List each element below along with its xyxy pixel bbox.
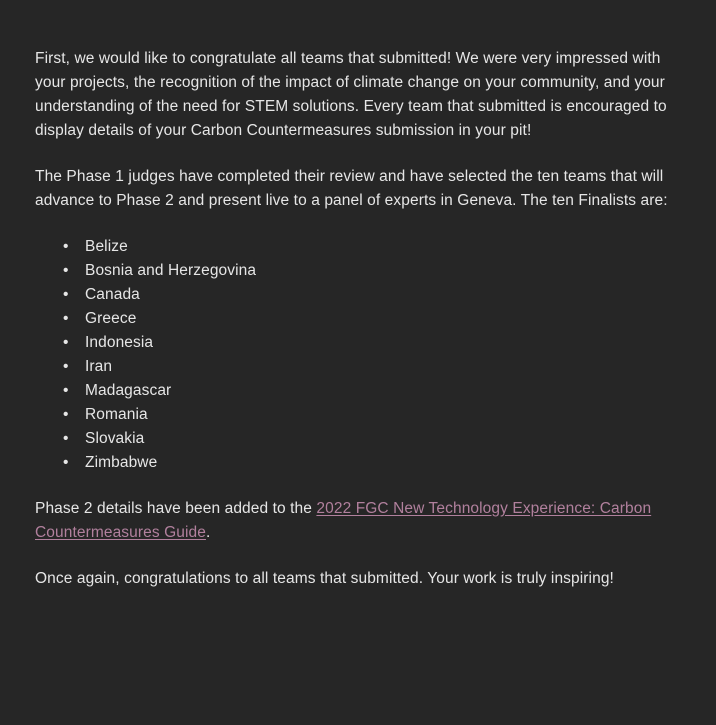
finalist-item: • Romania [85, 403, 680, 427]
phase2-details-suffix: . [205, 524, 211, 541]
paragraph-congratulations: First, we would like to congratulate all teams that submitted! We were very impressed with your projects, the recognition of the impact of climate change on your community, and your understanding of the need for STEM solutions. Every team that submitted is encouraged to display details of your Carbon Countermeasures submission in your pit! [35, 50, 667, 139]
finalist-item: • Belize [85, 235, 680, 259]
finalist-item: • Canada [85, 283, 680, 307]
finalist-item: • Bosnia and Herzegovina [85, 259, 680, 283]
paragraph-phase2-details [35, 497, 680, 545]
finalist-item: • Indonesia [85, 331, 680, 355]
paragraph-phase1-results: The Phase 1 judges have completed their review and have selected the ten teams that will advance to Phase 2 and present live to a panel of experts in Geneva. The ten Finalists are: [35, 168, 668, 209]
finalist-item: • Zimbabwe [85, 451, 680, 475]
finalist-item: • Iran [85, 355, 680, 379]
paragraph-closing: Once again, congratulations to all teams that submitted. Your work is truly inspiring! [35, 570, 614, 587]
phase2-details-prefix: Phase 2 details have been added to the [35, 500, 317, 517]
finalist-item: • Madagascar [85, 379, 680, 403]
finalist-item: • Slovakia [85, 427, 680, 451]
guide-link[interactable]: 2022 FGC New Technology Experience: Carbon Countermeasures Guide [35, 500, 652, 541]
finalist-item: • Greece [85, 307, 680, 331]
finalists-list [35, 235, 680, 475]
